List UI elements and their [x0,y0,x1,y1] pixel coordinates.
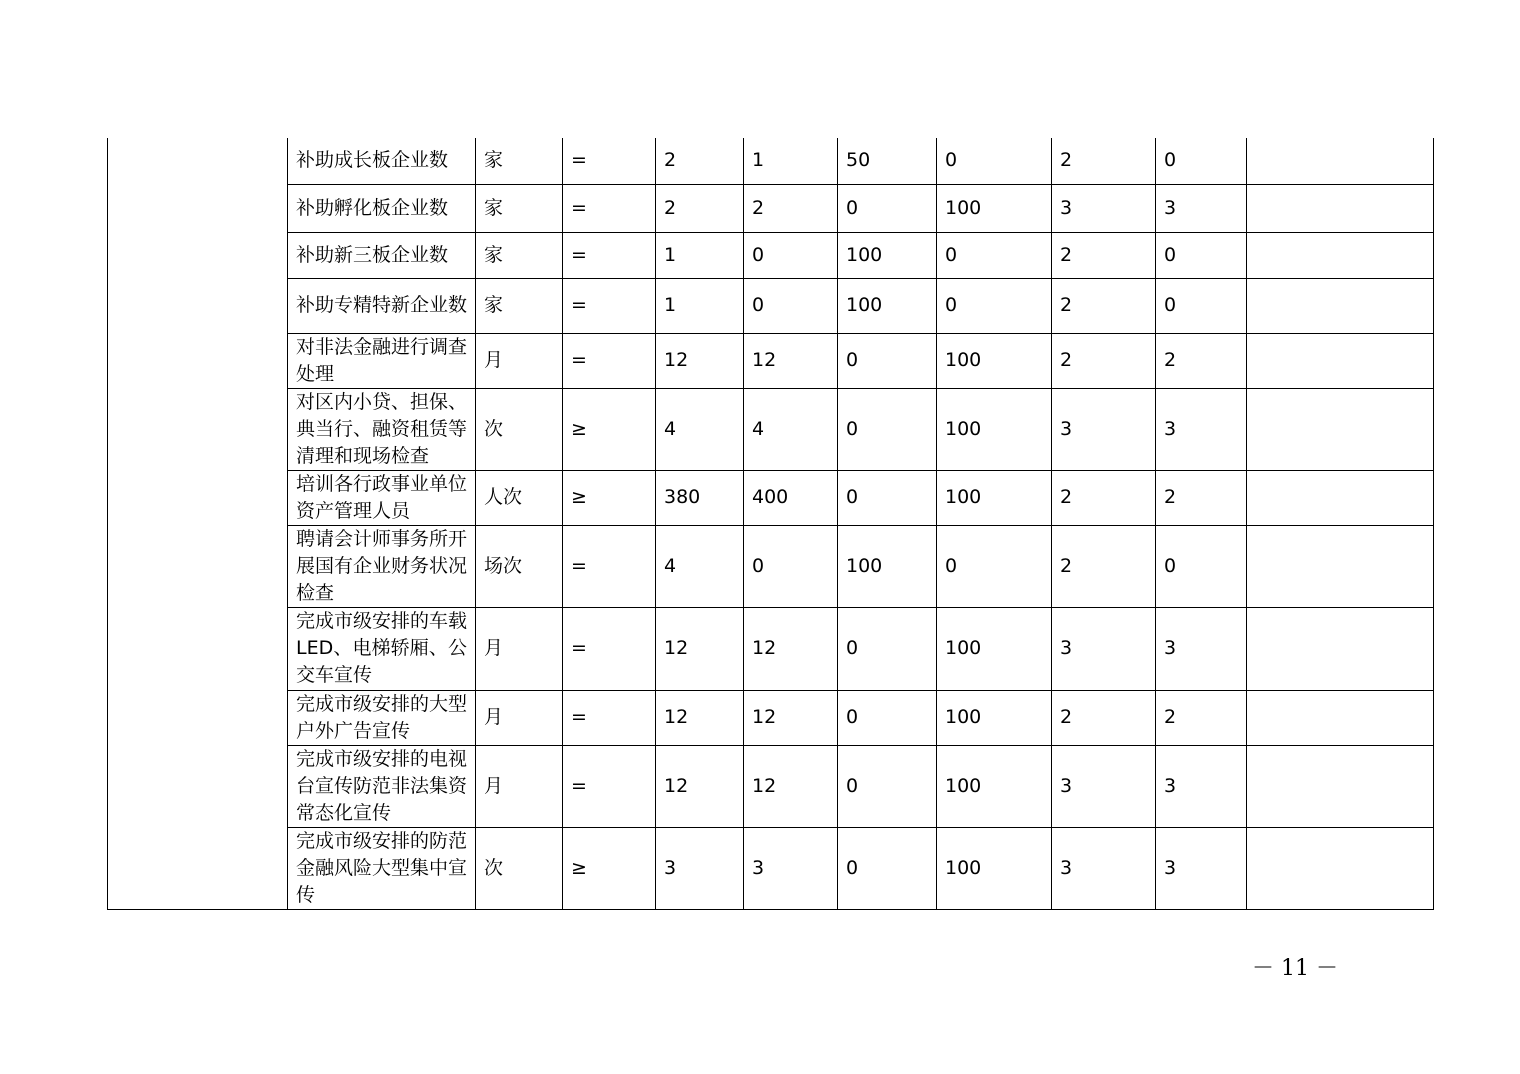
value-cell-6: 2 [1156,333,1247,388]
value-cell-2: 12 [744,607,838,690]
value-cell-2: 0 [744,232,838,278]
value-cell-3: 0 [838,745,937,827]
value-cell-3: 0 [838,388,937,470]
value-cell-1: 1 [656,232,744,278]
operator-cell: = [563,690,656,745]
operator-cell: = [563,607,656,690]
value-cell-5: 2 [1052,525,1156,607]
note-cell [1247,607,1434,690]
unit-cell: 月 [476,690,563,745]
value-cell-1: 4 [656,525,744,607]
operator-cell: = [563,138,656,184]
value-cell-3: 50 [838,138,937,184]
indicator-name-cell: 培训各行政事业单位资产管理人员 [288,470,476,525]
value-cell-1: 12 [656,333,744,388]
value-cell-6: 3 [1156,184,1247,232]
value-cell-4: 100 [937,470,1052,525]
value-cell-6: 3 [1156,388,1247,470]
note-cell [1247,525,1434,607]
value-cell-5: 3 [1052,827,1156,909]
value-cell-6: 2 [1156,690,1247,745]
value-cell-4: 0 [937,278,1052,333]
unit-cell: 次 [476,388,563,470]
value-cell-2: 12 [744,690,838,745]
unit-cell: 家 [476,138,563,184]
table-row [108,138,1434,184]
indicator-name-cell: 补助专精特新企业数 [288,278,476,333]
value-cell-3: 100 [838,232,937,278]
operator-cell: ≥ [563,827,656,909]
value-cell-5: 2 [1052,138,1156,184]
table-row [108,607,1434,690]
indicator-name-cell: 对区内小贷、担保、典当行、融资租赁等清理和现场检查 [288,388,476,470]
value-cell-4: 100 [937,184,1052,232]
value-cell-2: 1 [744,138,838,184]
value-cell-2: 4 [744,388,838,470]
indicator-name-cell: 聘请会计师事务所开展国有企业财务状况检查 [288,525,476,607]
operator-cell: ≥ [563,470,656,525]
note-cell [1247,388,1434,470]
value-cell-2: 0 [744,525,838,607]
value-cell-3: 0 [838,827,937,909]
value-cell-6: 3 [1156,827,1247,909]
note-cell [1247,470,1434,525]
value-cell-1: 1 [656,278,744,333]
table-row [108,470,1434,525]
value-cell-4: 100 [937,745,1052,827]
value-cell-1: 12 [656,690,744,745]
value-cell-1: 12 [656,607,744,690]
indicator-table-container [107,138,1433,910]
value-cell-2: 3 [744,827,838,909]
value-cell-5: 3 [1052,745,1156,827]
indicator-name-cell: 完成市级安排的防范金融风险大型集中宣传 [288,827,476,909]
value-cell-4: 0 [937,232,1052,278]
value-cell-6: 0 [1156,525,1247,607]
indicator-name-cell: 补助新三板企业数 [288,232,476,278]
unit-cell: 月 [476,745,563,827]
value-cell-6: 2 [1156,470,1247,525]
value-cell-3: 0 [838,607,937,690]
value-cell-4: 100 [937,333,1052,388]
operator-cell: = [563,745,656,827]
value-cell-6: 3 [1156,745,1247,827]
operator-cell: = [563,525,656,607]
operator-cell: = [563,333,656,388]
unit-cell: 次 [476,827,563,909]
page-number: － 11 － [1252,956,1338,981]
value-cell-5: 2 [1052,232,1156,278]
table-row [108,827,1434,909]
value-cell-4: 0 [937,138,1052,184]
value-cell-1: 3 [656,827,744,909]
indicator-name-cell: 完成市级安排的电视台宣传防范非法集资常态化宣传 [288,745,476,827]
table-body [108,138,1434,909]
operator-cell: = [563,184,656,232]
indicator-name-cell: 完成市级安排的车载LED、电梯轿厢、公交车宣传 [288,607,476,690]
value-cell-1: 12 [656,745,744,827]
value-cell-6: 0 [1156,278,1247,333]
indicator-table [107,138,1434,910]
operator-cell: = [563,232,656,278]
unit-cell: 人次 [476,470,563,525]
value-cell-3: 100 [838,278,937,333]
value-cell-2: 0 [744,278,838,333]
unit-cell: 月 [476,333,563,388]
operator-cell: ≥ [563,388,656,470]
table-row [108,278,1434,333]
note-cell [1247,827,1434,909]
value-cell-5: 2 [1052,470,1156,525]
value-cell-6: 0 [1156,138,1247,184]
value-cell-4: 0 [937,525,1052,607]
note-cell [1247,184,1434,232]
table-row [108,525,1434,607]
note-cell [1247,690,1434,745]
table-row [108,232,1434,278]
value-cell-5: 2 [1052,333,1156,388]
value-cell-2: 12 [744,333,838,388]
value-cell-6: 3 [1156,607,1247,690]
value-cell-4: 100 [937,827,1052,909]
value-cell-1: 4 [656,388,744,470]
value-cell-3: 0 [838,690,937,745]
value-cell-5: 3 [1052,388,1156,470]
table-row [108,333,1434,388]
value-cell-4: 100 [937,690,1052,745]
indicator-name-cell: 补助成长板企业数 [288,138,476,184]
note-cell [1247,232,1434,278]
value-cell-3: 0 [838,184,937,232]
value-cell-4: 100 [937,388,1052,470]
value-cell-5: 2 [1052,690,1156,745]
value-cell-2: 12 [744,745,838,827]
indicator-name-cell: 补助孵化板企业数 [288,184,476,232]
note-cell [1247,278,1434,333]
value-cell-3: 0 [838,470,937,525]
value-cell-1: 2 [656,184,744,232]
value-cell-4: 100 [937,607,1052,690]
table-row [108,388,1434,470]
value-cell-1: 2 [656,138,744,184]
value-cell-6: 0 [1156,232,1247,278]
unit-cell: 家 [476,278,563,333]
note-cell [1247,333,1434,388]
value-cell-2: 400 [744,470,838,525]
value-cell-2: 2 [744,184,838,232]
indicator-name-cell: 完成市级安排的大型户外广告宣传 [288,690,476,745]
table-row [108,745,1434,827]
value-cell-5: 3 [1052,184,1156,232]
unit-cell: 家 [476,184,563,232]
unit-cell: 场次 [476,525,563,607]
value-cell-3: 0 [838,333,937,388]
value-cell-3: 100 [838,525,937,607]
note-cell [1247,745,1434,827]
value-cell-5: 3 [1052,607,1156,690]
value-cell-5: 2 [1052,278,1156,333]
operator-cell: = [563,278,656,333]
merged-category-cell [108,138,288,909]
unit-cell: 家 [476,232,563,278]
table-row [108,690,1434,745]
note-cell [1247,138,1434,184]
unit-cell: 月 [476,607,563,690]
value-cell-1: 380 [656,470,744,525]
indicator-name-cell: 对非法金融进行调查处理 [288,333,476,388]
table-row [108,184,1434,232]
